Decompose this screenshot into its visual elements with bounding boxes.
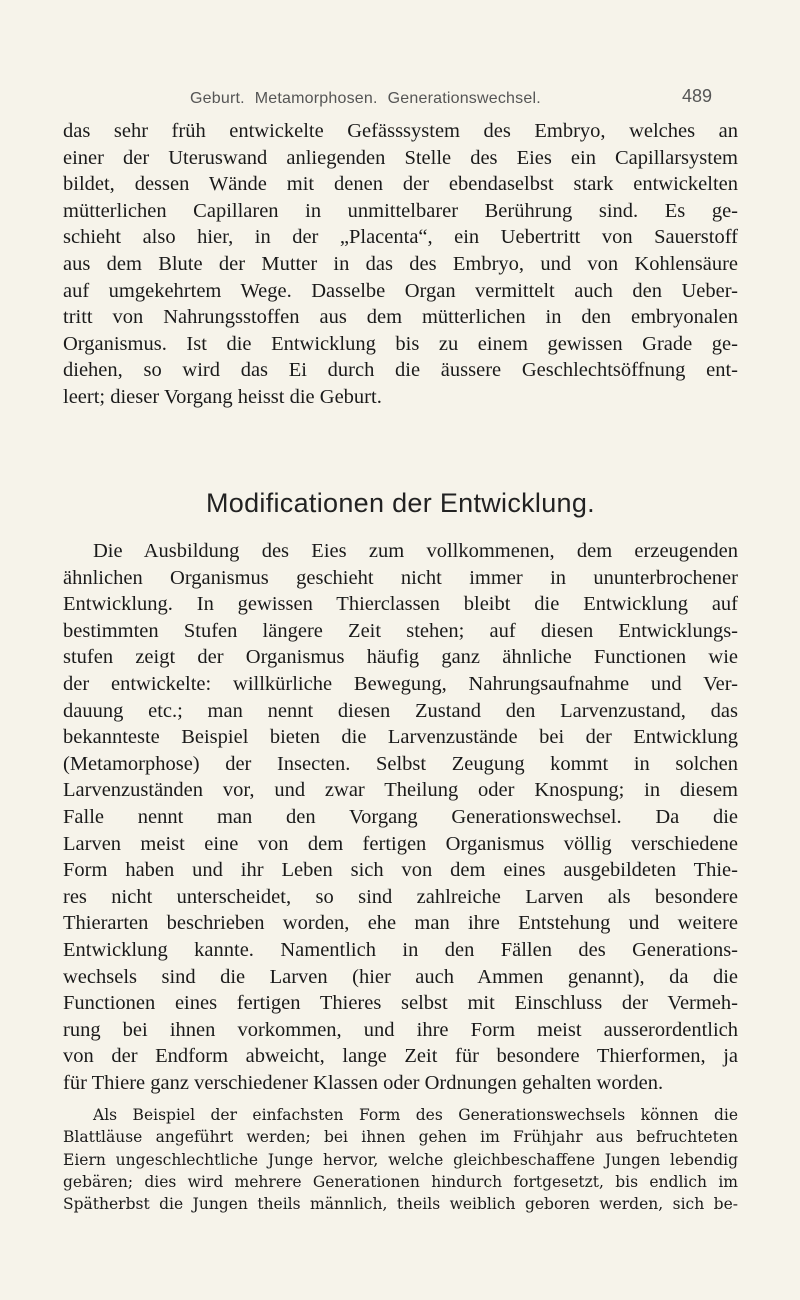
text-line: einer der Uteruswand anliegenden Stelle des Eies ein Capillarsystem [63,146,738,169]
note-line: Eiern ungeschlechtliche Junge hervor, welche gleichbeschaffene Jungen lebendig [63,1150,738,1169]
text-line: Falle nennt man den Vorgang Generationswechsel. Da die [63,805,738,828]
text-line: Larvenzuständen vor, und zwar Theilung oder Knospung; in diesem [63,779,738,802]
section-paragraph [63,538,738,1096]
text-line: das sehr früh entwickelte Gefässsystem des Embryo, welches an [63,120,738,142]
text-line: res nicht unterscheidet, so sind zahlreiche Larven als besondere [63,885,738,908]
running-head [190,90,660,108]
text-line: ähnlichen Organismus geschieht nicht immer in ununterbrochener [63,566,738,589]
text-line: (Metamorphose) der Insecten. Selbst Zeugung kommt in solchen [63,752,738,775]
text-line: stufen zeigt der Organismus häufig ganz ähnliche Functionen wie [63,646,738,669]
text-line: Larven meist eine von dem fertigen Organismus völlig verschiedene [63,832,738,855]
text-line: auf umgekehrtem Wege. Dasselbe Organ vermittelt auch den Ueber- [63,279,738,302]
text-line: rung bei ihnen vorkommen, und ihre Form meist ausserordentlich [63,1018,738,1041]
text-line: Entwicklung. In gewissen Thierclassen bleibt die Entwicklung auf [63,593,738,616]
text-line: bestimmten Stufen längere Zeit stehen; auf diesen Entwicklungs- [63,619,738,642]
text-line: wechsels sind die Larven (hier auch Ammen genannt), da die [63,965,738,988]
running-head-item: Metamorphosen. [254,90,378,107]
running-head-item: Generationswechsel. [387,90,541,107]
running-head-item: Geburt. [190,90,245,107]
text-line: aus dem Blute der Mutter in das des Embryo, und von Kohlensäure [63,252,738,275]
text-line: Organismus. Ist die Entwicklung bis zu einem gewissen Grade ge- [63,332,738,355]
text-line: mütterlichen Capillaren in unmittelbarer Berührung sind. Es ge- [63,199,738,222]
intro-paragraph [63,118,738,411]
text-line: dauung etc.; man nennt diesen Zustand den Larvenzustand, das [63,699,738,722]
note-line: Als Beispiel der einfachsten Form des Generationswechsels können die [93,1106,738,1124]
text-line: bildet, dessen Wände mit denen der ebendaselbst stark entwickelten [63,173,738,196]
section-heading: Modificationen der Entwicklung. [205,488,595,518]
text-line: diehen, so wird das Ei durch die äussere Geschlechtsöffnung ent- [63,359,738,382]
text-line: Thierarten beschrieben worden, ehe man ihre Entstehung und weitere [63,912,738,935]
text-line: von der Endform abweicht, lange Zeit für besondere Thierformen, ja [63,1045,738,1068]
text-line: bekannteste Beispiel bieten die Larvenzustände bei der Entwicklung [63,726,738,749]
note-line: Blattläuse angeführt werden; bei ihnen gehen im Frühjahr aus befruchteten [63,1128,738,1147]
text-line: leert; dieser Vorgang heisst die Geburt. [63,385,382,408]
text-line: für Thiere ganz verschiedener Klassen oder Ordnungen gehalten worden. [63,1071,664,1094]
text-line: schieht also hier, in der „Placenta“, ein Uebertritt von Sauerstoff [63,226,738,249]
note-line: Spätherbst die Jungen theils männlich, theils weiblich geboren werden, sich be- [63,1195,738,1214]
text-line: Functionen eines fertigen Thieres selbst mit Einschluss der Vermeh- [63,992,738,1015]
text-line: Die Ausbildung des Eies zum vollkommenen, dem erzeugenden [93,540,738,562]
footnote-paragraph [63,1104,738,1215]
text-line: Entwicklung kannte. Namentlich in den Fällen des Generations- [63,938,738,961]
text-line: der entwickelte: willkürliche Bewegung, Nahrungsaufnahme und Ver- [63,672,738,695]
note-line: gebären; dies wird mehrere Generationen hindurch fortgesetzt, bis endlich im [63,1172,738,1191]
page-number: 489 [682,86,713,106]
text-line: Form haben und ihr Leben sich von dem eines ausgebildeten Thie- [63,859,738,882]
text-line: tritt von Nahrungsstoffen aus dem mütterlichen in den embryonalen [63,306,738,329]
